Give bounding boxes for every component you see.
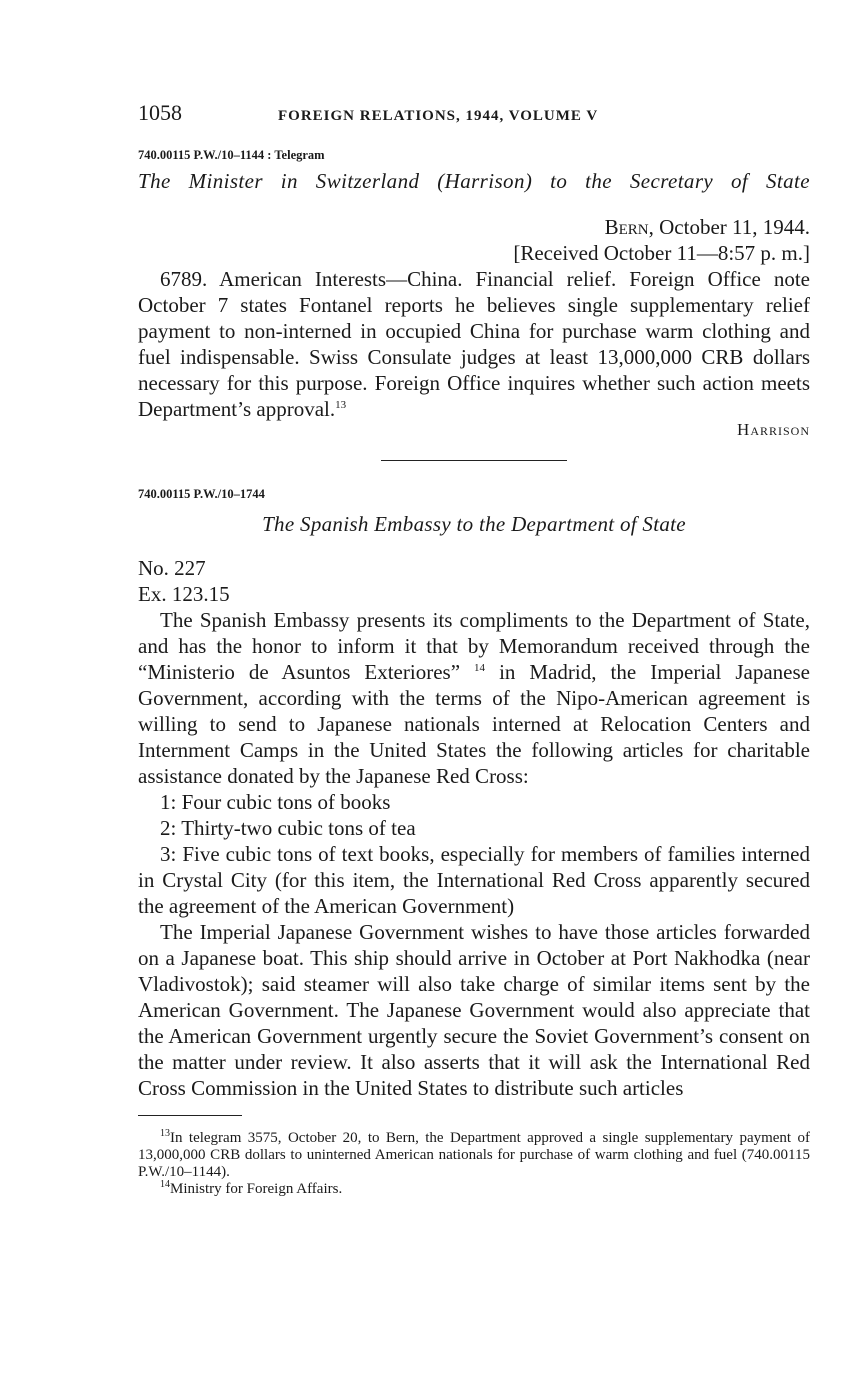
doc1-body-text: 6789. American Interests—China. Financial relief. Foreign Office note October 7 states Fontanel reports he believes single supplementary relief payment to non-interned in occupied China for purchase warm clothing and fuel indispensable. Swiss Consulate judges at least 13,000,000 CRB dollars necessary for this purpose. Foreign Office inquires whether such action meets Department’s approval. bbox=[138, 267, 810, 421]
doc2-para1 bbox=[138, 607, 810, 789]
footnote-mark: 14 bbox=[160, 1179, 170, 1190]
doc2-ref-ex: Ex. 123.15 bbox=[138, 582, 230, 606]
doc2-para1-part2: in Madrid, the Imperial Japanese Government, according with the terms of the Nipo-American agreement is willing to send to Japanese nationals interned at Relocation Centers and Internment Camps in the United States the following articles for charitable assistance donated by the Japanese Red Cross: bbox=[138, 660, 810, 788]
doc1-date: , October 11, 1944. bbox=[648, 215, 810, 239]
doc1-signature: Harrison bbox=[737, 420, 810, 439]
list-item: 3: Five cubic tons of text books, especially for members of families interned in Crystal City (for this item, the International Red Cross apparently secured the agreement of the American Government) bbox=[138, 842, 810, 918]
footnote-ref-14: 14 bbox=[474, 662, 486, 674]
doc1-received: [Received October 11—8:57 p. m.] bbox=[513, 241, 810, 265]
list-item: 1: Four cubic tons of books bbox=[160, 790, 391, 814]
page bbox=[138, 100, 810, 1198]
doc1-file-number: 740.00115 P.W./10–1144 : Telegram bbox=[138, 148, 325, 162]
doc2-title: The Spanish Embassy to the Department of State bbox=[262, 512, 686, 536]
section-divider bbox=[381, 460, 567, 461]
footnote-14 bbox=[138, 1181, 810, 1198]
doc1-title: The Minister in Switzerland (Harrison) to the Secretary of State bbox=[138, 169, 810, 193]
footnote-ref-13: 13 bbox=[335, 399, 347, 411]
doc2-ref-no: No. 227 bbox=[138, 556, 206, 580]
footnote-divider bbox=[138, 1115, 242, 1116]
page-header bbox=[138, 100, 810, 136]
footnote-mark: 13 bbox=[160, 1128, 170, 1139]
list-item: 2: Thirty-two cubic tons of tea bbox=[160, 816, 416, 840]
doc1-dateline bbox=[138, 214, 810, 240]
doc2-para2: The Imperial Japanese Government wishes to have those articles forwarded on a Japanese boat. This ship should arrive in October at Port Nakhodka (near Vladivostok); said steamer will also take charge of similar items sent by the American Government. The Japanese Government would also appreciate that the American Government urgently secure the Soviet Government’s consent on the matter under review. It also asserts that it will ask the International Red Cross Commission in the United States to distribute such articles bbox=[138, 920, 810, 1100]
doc2-file-number: 740.00115 P.W./10–1744 bbox=[138, 487, 265, 501]
page-number: 1058 bbox=[138, 100, 182, 125]
footnote-13 bbox=[138, 1130, 810, 1181]
footnote-text: In telegram 3575, October 20, to Bern, the Department approved a single supplementary payment of 13,000,000 CRB dollars to uninterned American nationals for purchase of warm clothing and fuel (740.00115 P.W./10–1144). bbox=[138, 1130, 810, 1180]
doc1-place: Bern bbox=[604, 215, 649, 239]
doc2-para1-part1: The Spanish Embassy presents its compliments to the Department of State, and has the honor to inform it that by Memorandum received through the “Ministerio de Asuntos Exteriores” bbox=[138, 608, 810, 684]
running-head: FOREIGN RELATIONS, 1944, VOLUME V bbox=[278, 108, 599, 124]
footnote-text: Ministry for Foreign Affairs. bbox=[170, 1181, 343, 1197]
doc1-body bbox=[138, 266, 810, 422]
